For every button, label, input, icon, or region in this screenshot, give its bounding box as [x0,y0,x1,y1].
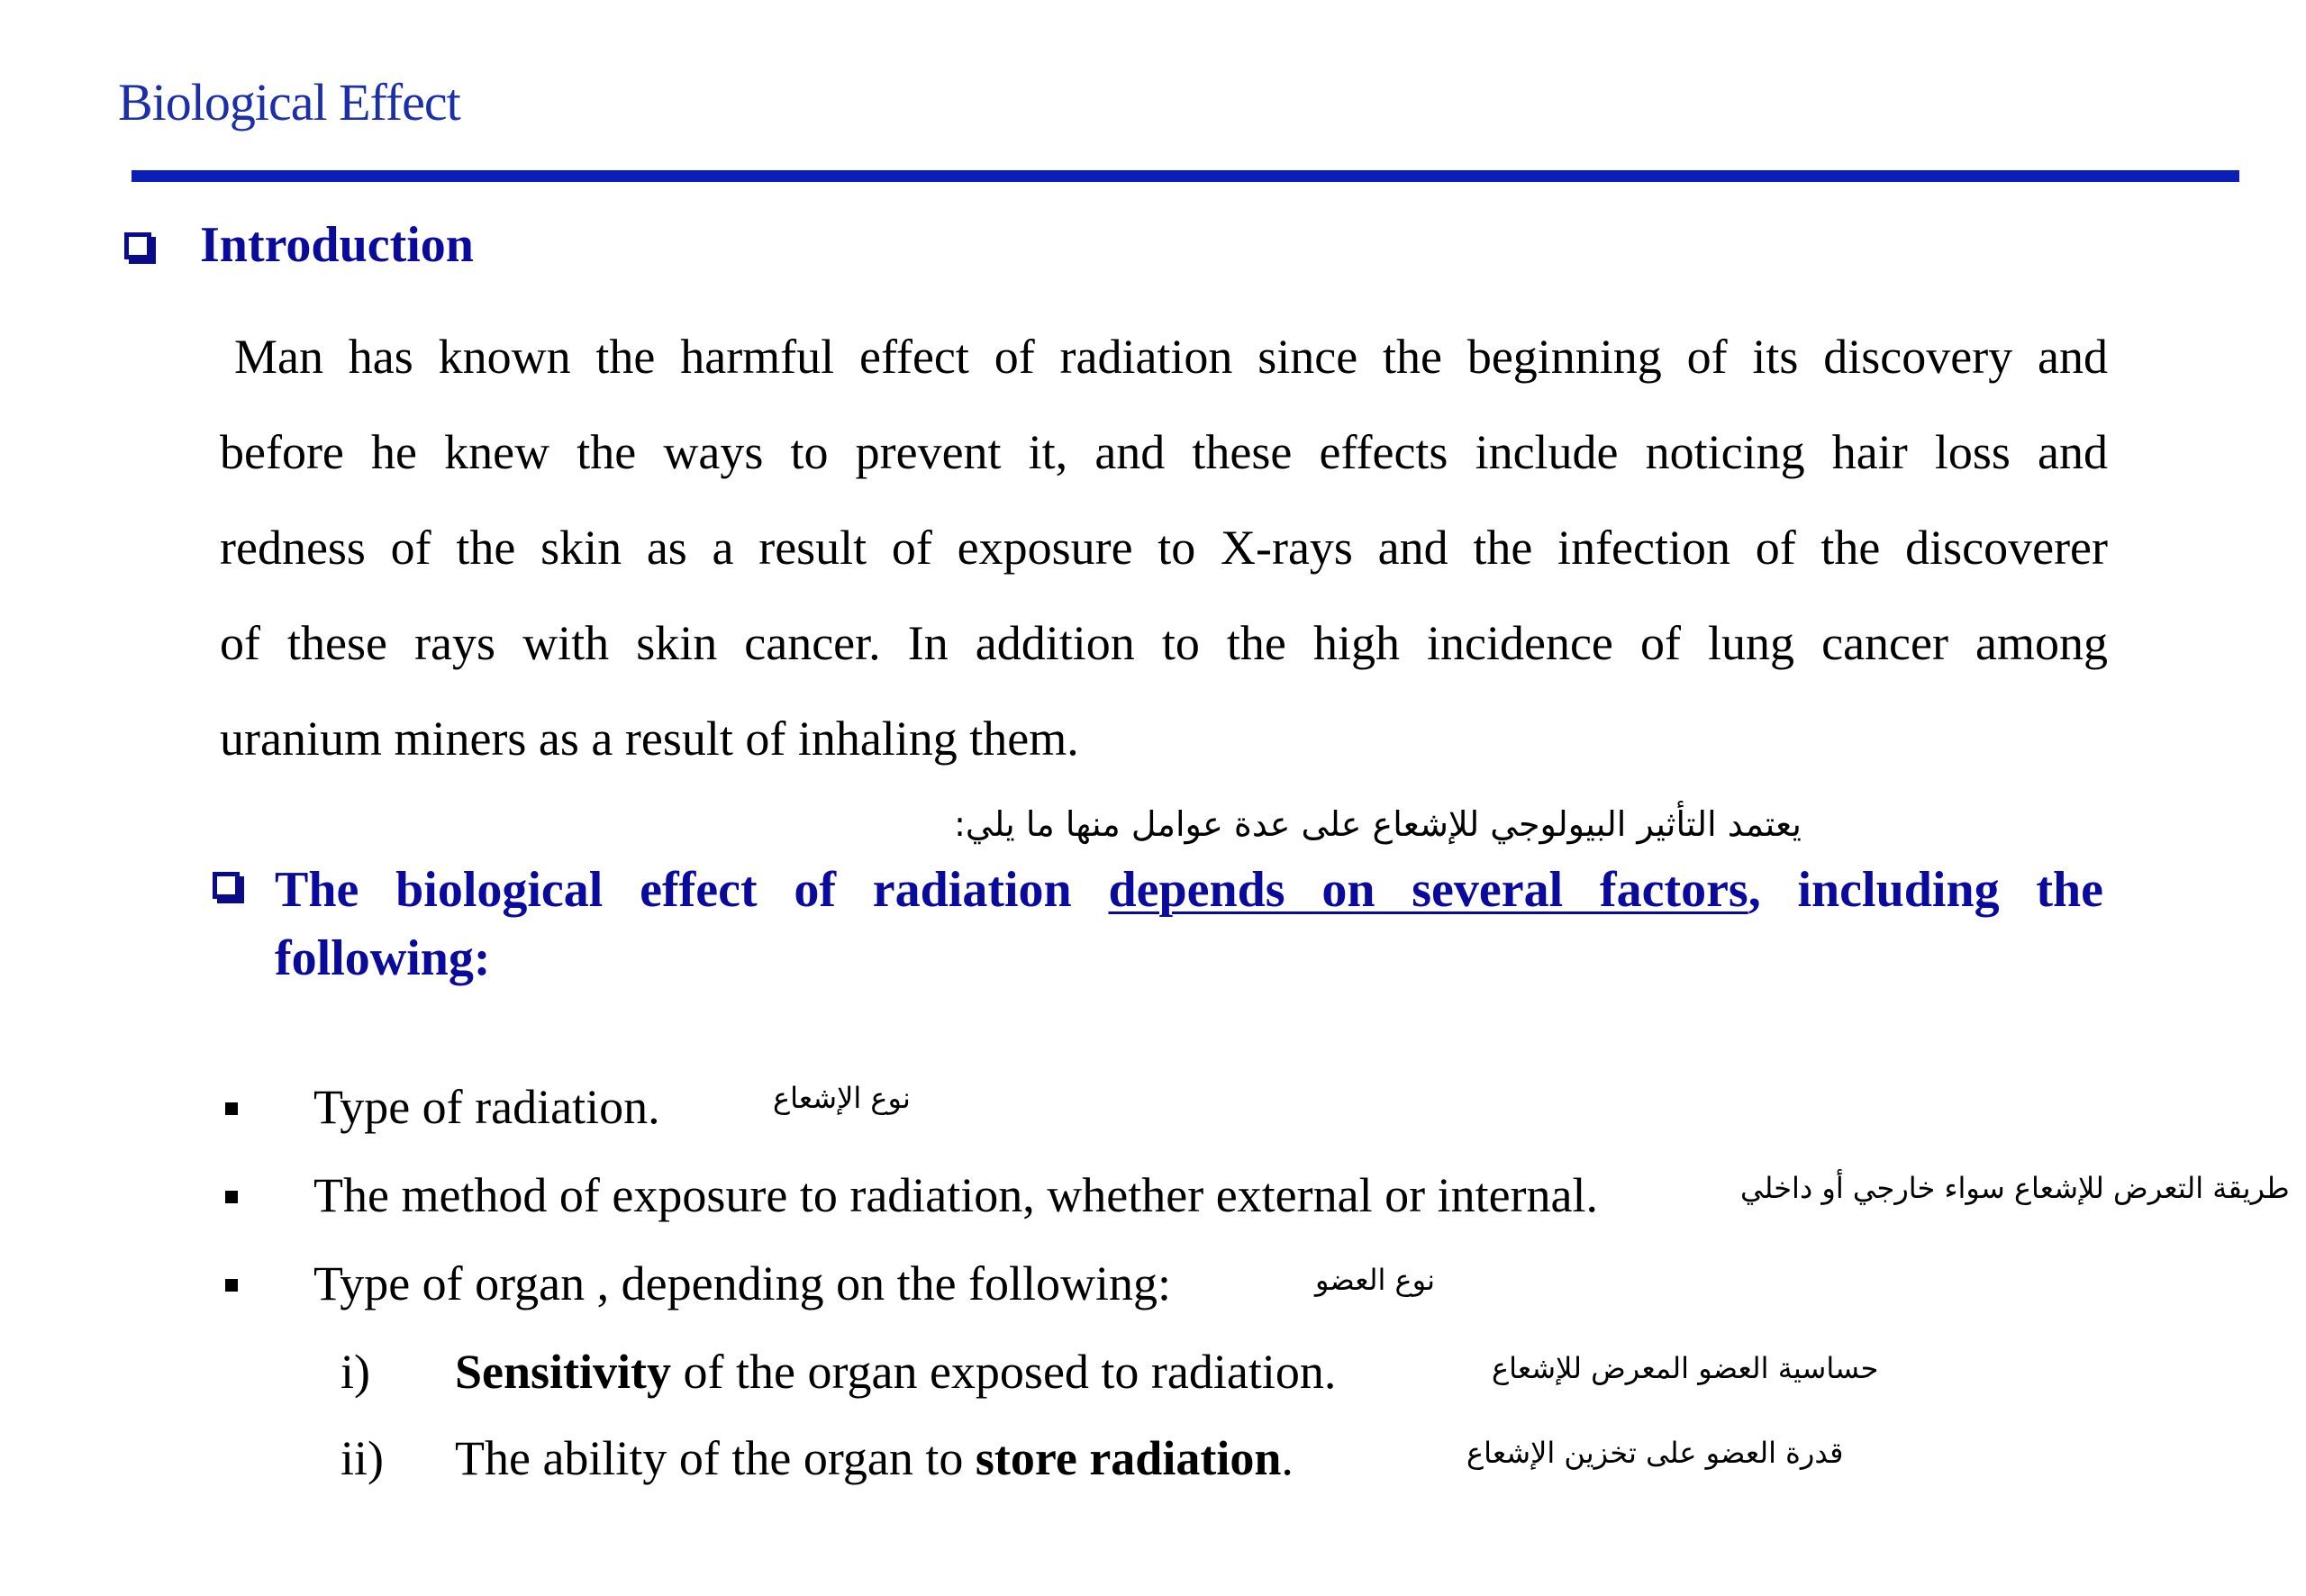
square-bullet-icon [225,1279,238,1292]
factors-heading-text: The biological effect of radiation [275,862,1072,918]
arabic-translation: يعتمد التأثير البيولوجي للإشعاع على عدة عوامل منها ما يلي: [954,804,1802,844]
arabic-translation: نوع العضو [1315,1263,1436,1297]
intro-paragraph-line: redness of the skin as a result of exposure to X-rays and the infection of the discoverer [220,521,2108,575]
intro-paragraph-line: Man has known the harmful effect of radiation since the beginning of its discovery and [234,330,2108,384]
factor-item: The method of exposure to radiation, whether external or internal. [313,1168,1598,1222]
subitem-text [455,1344,1336,1400]
intro-paragraph-line: before he knew the ways to prevent it, and these effects include noticing hair loss and [220,425,2108,479]
subitem-text [455,1430,1294,1486]
factors-heading-underlined: depends on several factors [1108,862,1748,918]
intro-heading: Introduction [200,217,474,273]
title-divider [132,170,2239,182]
intro-paragraph-line: of these rays with skin cancer. In addition to the high incidence of lung cancer among [220,616,2108,670]
subitem-bold-text: store radiation [975,1431,1282,1485]
arabic-translation: نوع الإشعاع [773,1081,911,1115]
subitem-numeral: i) [340,1345,370,1399]
subitem-bold-text: Sensitivity [455,1345,672,1399]
page-title: Biological Effect [118,73,460,131]
factor-item: Type of organ , depending on the following: [313,1256,1172,1310]
checkbox-bullet-icon [124,232,151,259]
subitem-plain-text: . [1281,1431,1294,1485]
square-bullet-icon [225,1102,238,1115]
arabic-translation: طريقة التعرض للإشعاع سواء خارجي أو داخلي [1740,1171,2290,1205]
factor-item: Type of radiation. [313,1080,660,1134]
subitem-numeral: ii) [340,1431,384,1485]
arabic-translation: قدرة العضو على تخزين الإشعاع [1466,1436,1844,1470]
square-bullet-icon [225,1191,238,1203]
arabic-translation: حساسية العضو المعرض للإشعاع [1492,1351,1879,1385]
factors-heading-line [275,860,2103,920]
factors-heading-line: following: [275,930,491,986]
checkbox-bullet-icon [213,872,240,899]
subitem-plain-text: The ability of the organ to [455,1431,976,1485]
intro-paragraph-line: uranium miners as a result of inhaling them. [220,712,1079,766]
factors-heading-text: , including the [1748,862,2104,918]
subitem-plain-text: of the organ exposed to radiation. [671,1345,1337,1399]
